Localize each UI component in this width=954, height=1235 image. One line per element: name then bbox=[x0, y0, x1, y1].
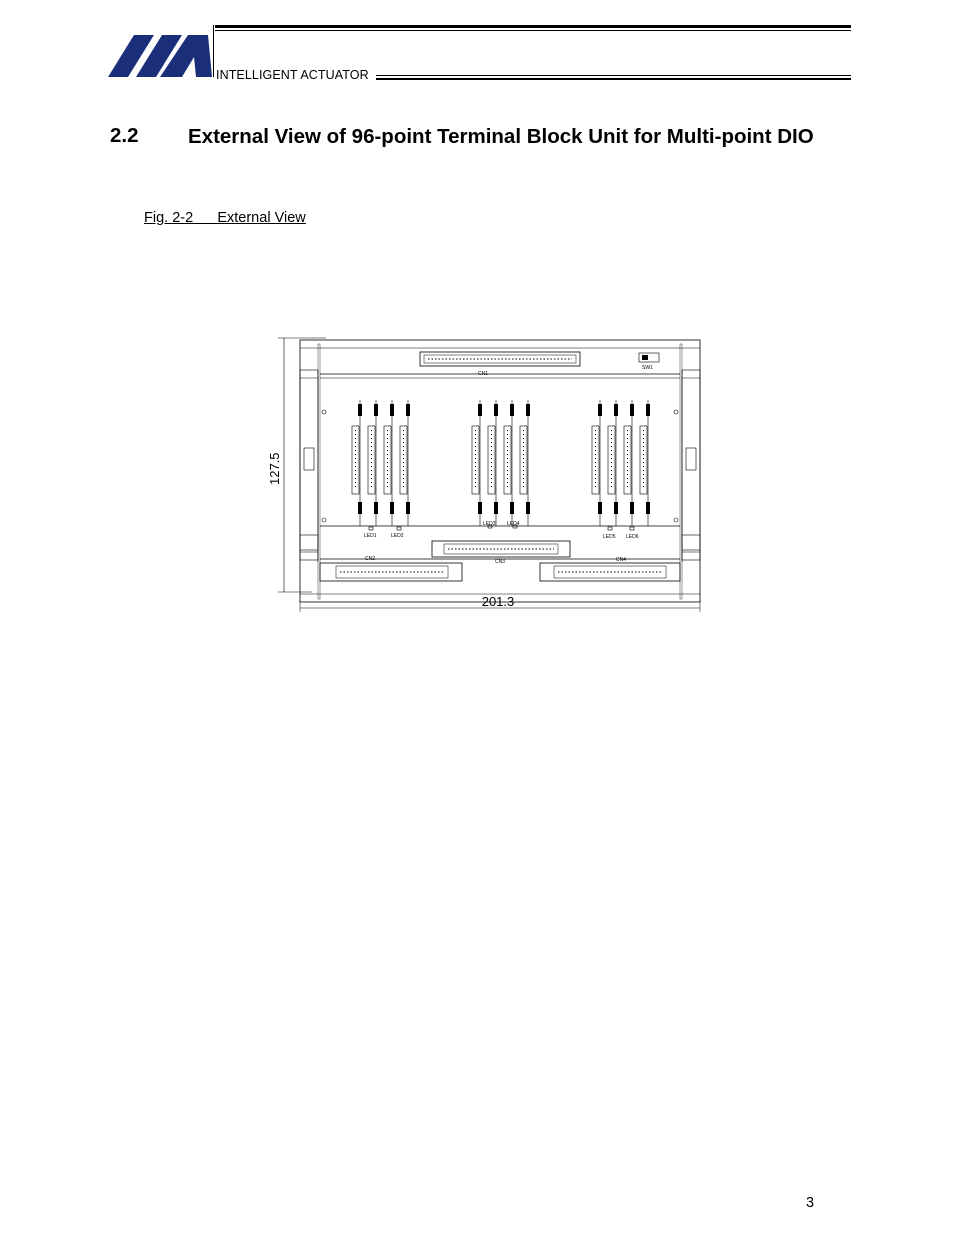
cn3-label: CN3 bbox=[495, 559, 506, 565]
cn2-label: CN2 bbox=[365, 556, 376, 562]
dimension-width: 201.3 bbox=[481, 594, 515, 609]
led5-label: LED5 bbox=[603, 534, 616, 540]
iai-logo-icon bbox=[108, 33, 214, 79]
header-rule-right-thin bbox=[376, 75, 851, 76]
header-rule-vertical bbox=[213, 25, 214, 77]
header-rule-top-thin bbox=[215, 30, 851, 31]
led1-label: LED1 bbox=[364, 533, 377, 539]
figure-caption-text: External View bbox=[217, 210, 306, 226]
dimension-height: 127.5 bbox=[267, 452, 282, 485]
led3-label: LED3 bbox=[483, 521, 496, 527]
header-rule-top bbox=[215, 25, 851, 28]
page-number: 3 bbox=[806, 1195, 815, 1211]
external-view-drawing bbox=[262, 330, 712, 620]
figure-label: Fig. 2-2 bbox=[144, 210, 194, 226]
led4-label: LED4 bbox=[507, 521, 520, 527]
led6-label: LED6 bbox=[626, 534, 639, 540]
sw1-label: SW1 bbox=[642, 365, 653, 371]
cn4-label: CN4 bbox=[616, 557, 627, 563]
section-number: 2.2 bbox=[110, 124, 139, 147]
figure-caption bbox=[144, 210, 306, 226]
header-rule-right bbox=[376, 78, 851, 80]
company-name: INTELLIGENT ACTUATOR bbox=[216, 68, 369, 82]
section-title: External View of 96-point Terminal Block Unit for Multi-point DIO bbox=[188, 125, 814, 148]
cn1-label: CN1 bbox=[478, 371, 489, 377]
led2-label: LED2 bbox=[391, 533, 404, 539]
